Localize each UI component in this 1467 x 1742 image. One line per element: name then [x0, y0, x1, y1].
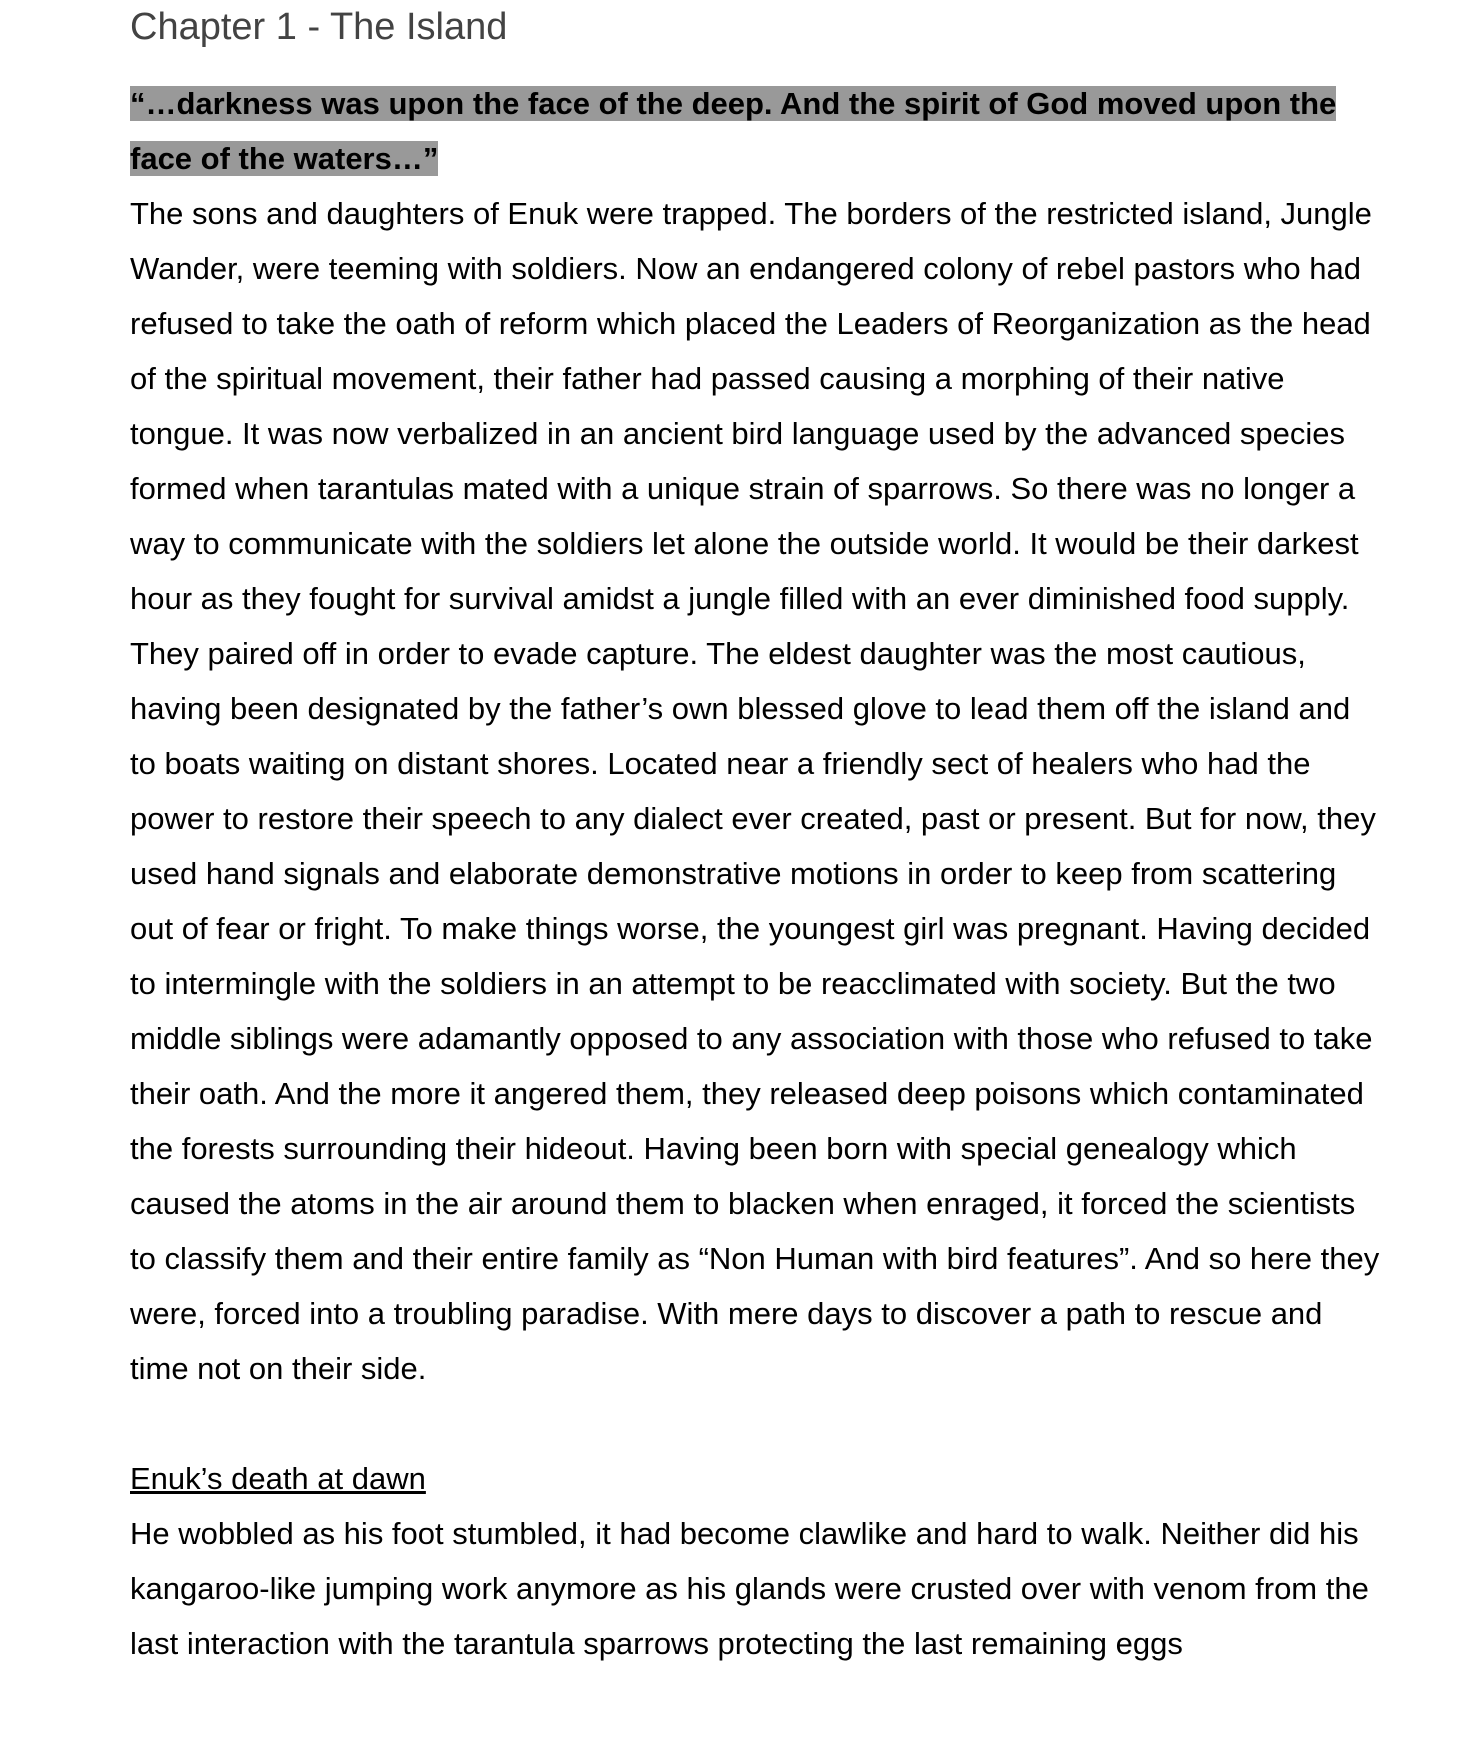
section-heading: Enuk’s death at dawn [130, 1461, 426, 1496]
chapter-title: Chapter 1 - The Island [130, 6, 508, 48]
paragraph-enuk-death: He wobbled as his foot stumbled, it had become clawlike and hard to walk. Neither did his kangaroo-like jumping work anymore as his glands were crusted over with venom from the last interaction with the tarantula sparrows protecting the last remaining eggs [130, 1516, 1369, 1661]
epigraph-block [130, 76, 1380, 186]
paragraph-island: The sons and daughters of Enuk were trapped. The borders of the restricted island, Jungle Wander, were teeming with soldiers. Now an endangered colony of rebel pastors who had refused to take the oath of reform which placed the Leaders of Reorganization as the head of the spiritual movement, their father had passed causing a morphing of their native tongue. It was now verbalized in an ancient bird language used by the advanced species formed when tarantulas mated with a unique strain of sparrows. So there was no longer a way to communicate with the soldiers let alone the outside world. It would be their darkest hour as they fought for survival amidst a jungle filled with an ever diminished food supply. They paired off in order to evade capture. The eldest daughter was the most cautious, having been designated by the father’s own blessed glove to lead them off the island and to boats waiting on distant shores. Located near a friendly sect of healers who had the power to restore their speech to any dialect ever created, past or present. But for now, they used hand signals and elaborate demonstrative motions in order to keep from scattering out of fear or fright. To make things worse, the youngest girl was pregnant. Having decided to intermingle with the soldiers in an attempt to be reacclimated with society. But the two middle siblings were adamantly opposed to any association with those who refused to take their oath. And the more it angered them, they released deep poisons which contaminated the forests surrounding their hideout. Having been born with special genealogy which caused the atoms in the air around them to blacken when enraged, it forced the scientists to classify them and their entire family as “Non Human with bird features”. And so here they were, forced into a troubling paradise. With mere days to discover a path to rescue and time not on their side. [130, 196, 1380, 1386]
epigraph-quote: “…darkness was upon the face of the deep. And the spirit of God moved upon the face of the waters…” [130, 86, 1337, 176]
blank-line [130, 1396, 1380, 1451]
document-page [130, 0, 1380, 1671]
